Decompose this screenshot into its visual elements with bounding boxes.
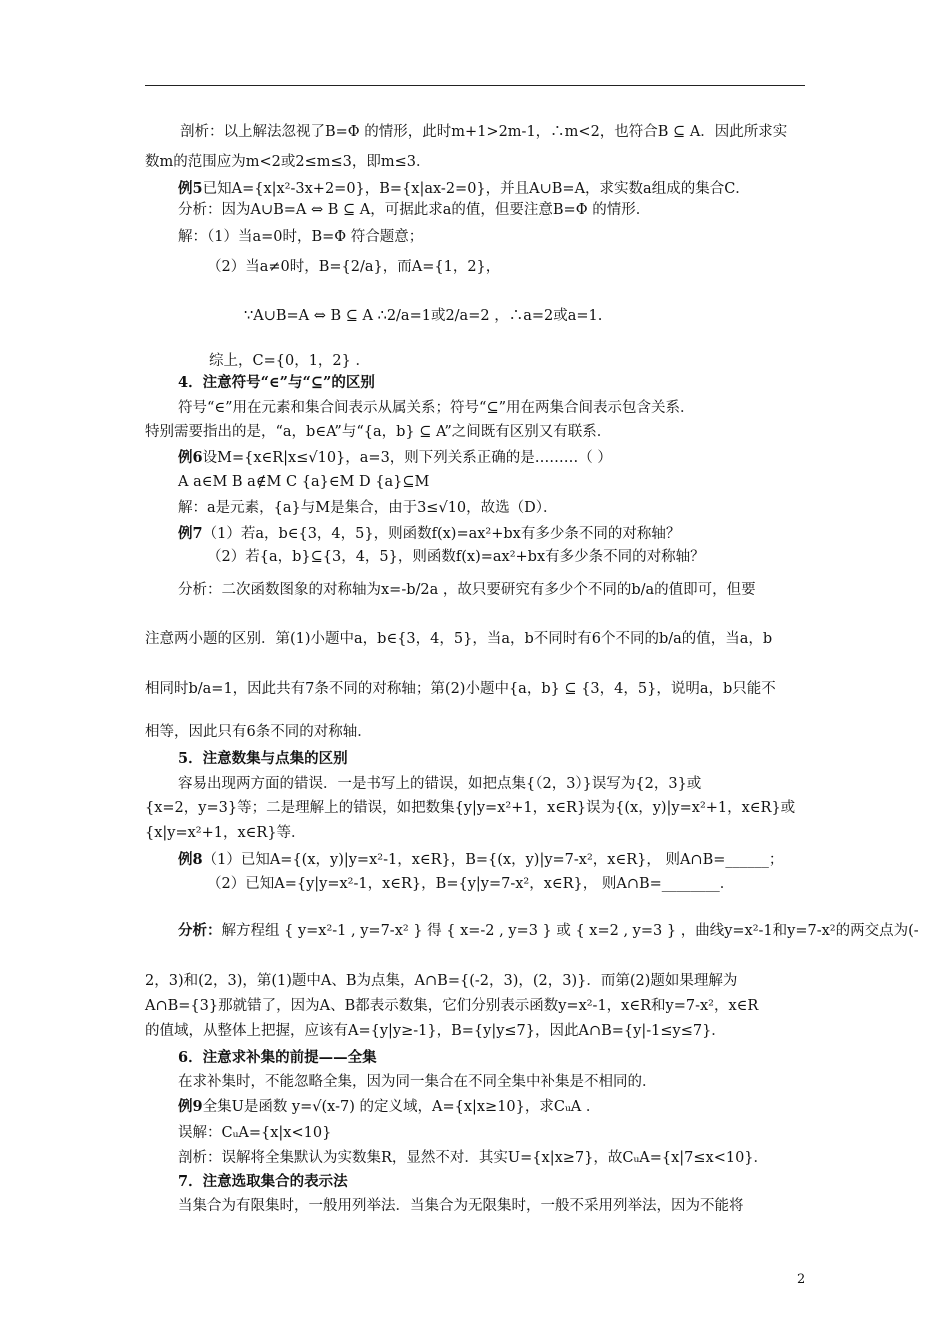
text-line: 解：a是元素，{a}与M是集合，由于3≤√10，故选（D）． [178,500,558,516]
text-line: 解：（1）当a=0时，B=Φ 符合题意； [178,229,424,245]
text-line: 符号“∈”用在元素和集合间表示从属关系；符号“⊆”用在两集合间表示包含关系． [178,400,695,416]
text-line: （2）已知A={y|y=x²-1，x∈R}，B={y|y=7-x²，x∈R}， 则A∩B=________． [207,876,735,892]
text-line: （2）当a≠0时，B={2/a}，而A={1，2}， [207,259,501,275]
text-line: ∵A∪B=A ⇔ B ⊆ A ∴2/a=1或2/a=2 ，∴a=2或a=1. [244,308,603,324]
text-line: （2）若{a，b}⊆{3，4，5}，则函数f(x)=ax²+bx有多少条不同的对称轴？ [207,549,705,565]
text-line: 的值域，从整体上把握，应该有A={y|y≥-1}，B={y|y≤7}，因此A∩B={y|-1≤y≤7}． [145,1023,726,1039]
text-line: {x|y=x²+1，x∈R}等． [145,825,306,841]
text-line: 相同时b/a=1，因此共有7条不同的对称轴；第(2)小题中{a，b} ⊆ {3，4，5}，说明a，b只能不 [145,681,776,697]
text-line: A∩B={3}那就错了，因为A、B都表示数集，它们分别表示函数y=x²-1，x∈R和y=7-x²，x∈R [145,998,759,1014]
text-line: 误解：CᵤA={x|x<10} [178,1125,332,1141]
text-line: 注意两小题的区别．第(1)小题中a，b∈{3，4，5}，当a，b不同时有6个不同的b/a的值，当a，b [145,631,773,647]
example-line: 例9全集U是函数 y=√(x-7) 的定义域，A={x|x≥10}，求CᵤA ． [178,1098,601,1115]
text-line: 数m的范围应为m<2或2≤m≤3，即m≤3． [145,154,431,170]
example-line: 例6设M={x∈R|x≤√10}，a=3，则下列关系正确的是………（ ） [178,449,612,466]
example-label: 例9 [178,1098,203,1115]
section-heading: 6．注意求补集的前提——全集 [178,1049,377,1066]
section-heading: 7．注意选取集合的表示法 [178,1173,348,1190]
text-line: 在求补集时，不能忽略全集，因为同一集合在不同全集中补集是不相同的． [178,1074,657,1090]
text-line: 容易出现两方面的错误．一是书写上的错误，如把点集{（2，3）}误写为{2，3}或 [178,776,702,792]
example-label: 例8 [178,851,203,868]
section-heading: 4．注意符号“∈”与“⊆”的区别 [178,374,375,391]
section-heading: 5．注意数集与点集的区别 [178,750,348,767]
example-line: 分析：解方程组 { y=x²-1 , y=7-x² } 得 { x=-2 , y=3 } 或 { x=2 , y=3 } ，曲线y=x²-1和y=7-x²的两交点为(- [178,922,919,939]
example-label: 例7 [178,525,203,542]
text-line: 2，3)和(2，3)，第(1)题中A、B为点集，A∩B={(-2，3)，(2，3)}．而第(2)题如果理解为 [145,973,738,989]
text-line: A a∈M B a∉M C {a}∈M D {a}⊆M [178,474,430,490]
text-line: 剖析：误解将全集默认为实数集R，显然不对．其实U={x|x≥7}，故CᵤA={x|7≤x<10}． [178,1150,769,1166]
text-line: 特别需要指出的是，“a，b∈A”与“{a，b} ⊆ A”之间既有区别又有联系． [145,424,612,440]
example-line: 例8（1）已知A={(x，y)|y=x²-1，x∈R}，B={(x，y)|y=7-x²，x∈R}， 则A∩B=______； [178,851,784,868]
text-line: 分析：二次函数图象的对称轴为x=-b/2a ，故只要研究有多少个不同的b/a的值即可，但要 [178,582,756,598]
text-line: 相等，因此只有6条不同的对称轴． [145,724,372,740]
text-line: 综上，C={0，1，2} ． [209,353,370,369]
example-line: 例7（1）若a，b∈{3，4，5}，则函数f(x)=ax²+bx有多少条不同的对称轴？ [178,525,681,542]
text-line: 剖析：以上解法忽视了B=Φ 的情形，此时m+1>2m-1，∴m<2，也符合B ⊆ A．因此所求实 [180,124,788,140]
text-line: 当集合为有限集时，一般用列举法．当集合为无限集时，一般不采用列举法，因为不能将 [178,1198,744,1214]
page-number: 2 [797,1272,806,1287]
example-label: 例6 [178,449,203,466]
text-line: 分析：因为A∪B=A ⇔ B ⊆ A，可据此求a的值，但要注意B=Φ 的情形． [178,202,651,218]
example-line: 例5已知A={x|x²-3x+2=0}，B={x|ax-2=0}，并且A∪B=A，求实数a组成的集合C． [178,180,750,197]
example-label: 例5 [178,180,203,197]
header-rule [145,85,805,86]
analysis-label: 分析： [178,922,222,939]
text-line: {x=2，y=3}等；二是理解上的错误，如把数集{y|y=x²+1，x∈R}误为{(x，y)|y=x²+1，x∈R}或 [145,800,796,816]
